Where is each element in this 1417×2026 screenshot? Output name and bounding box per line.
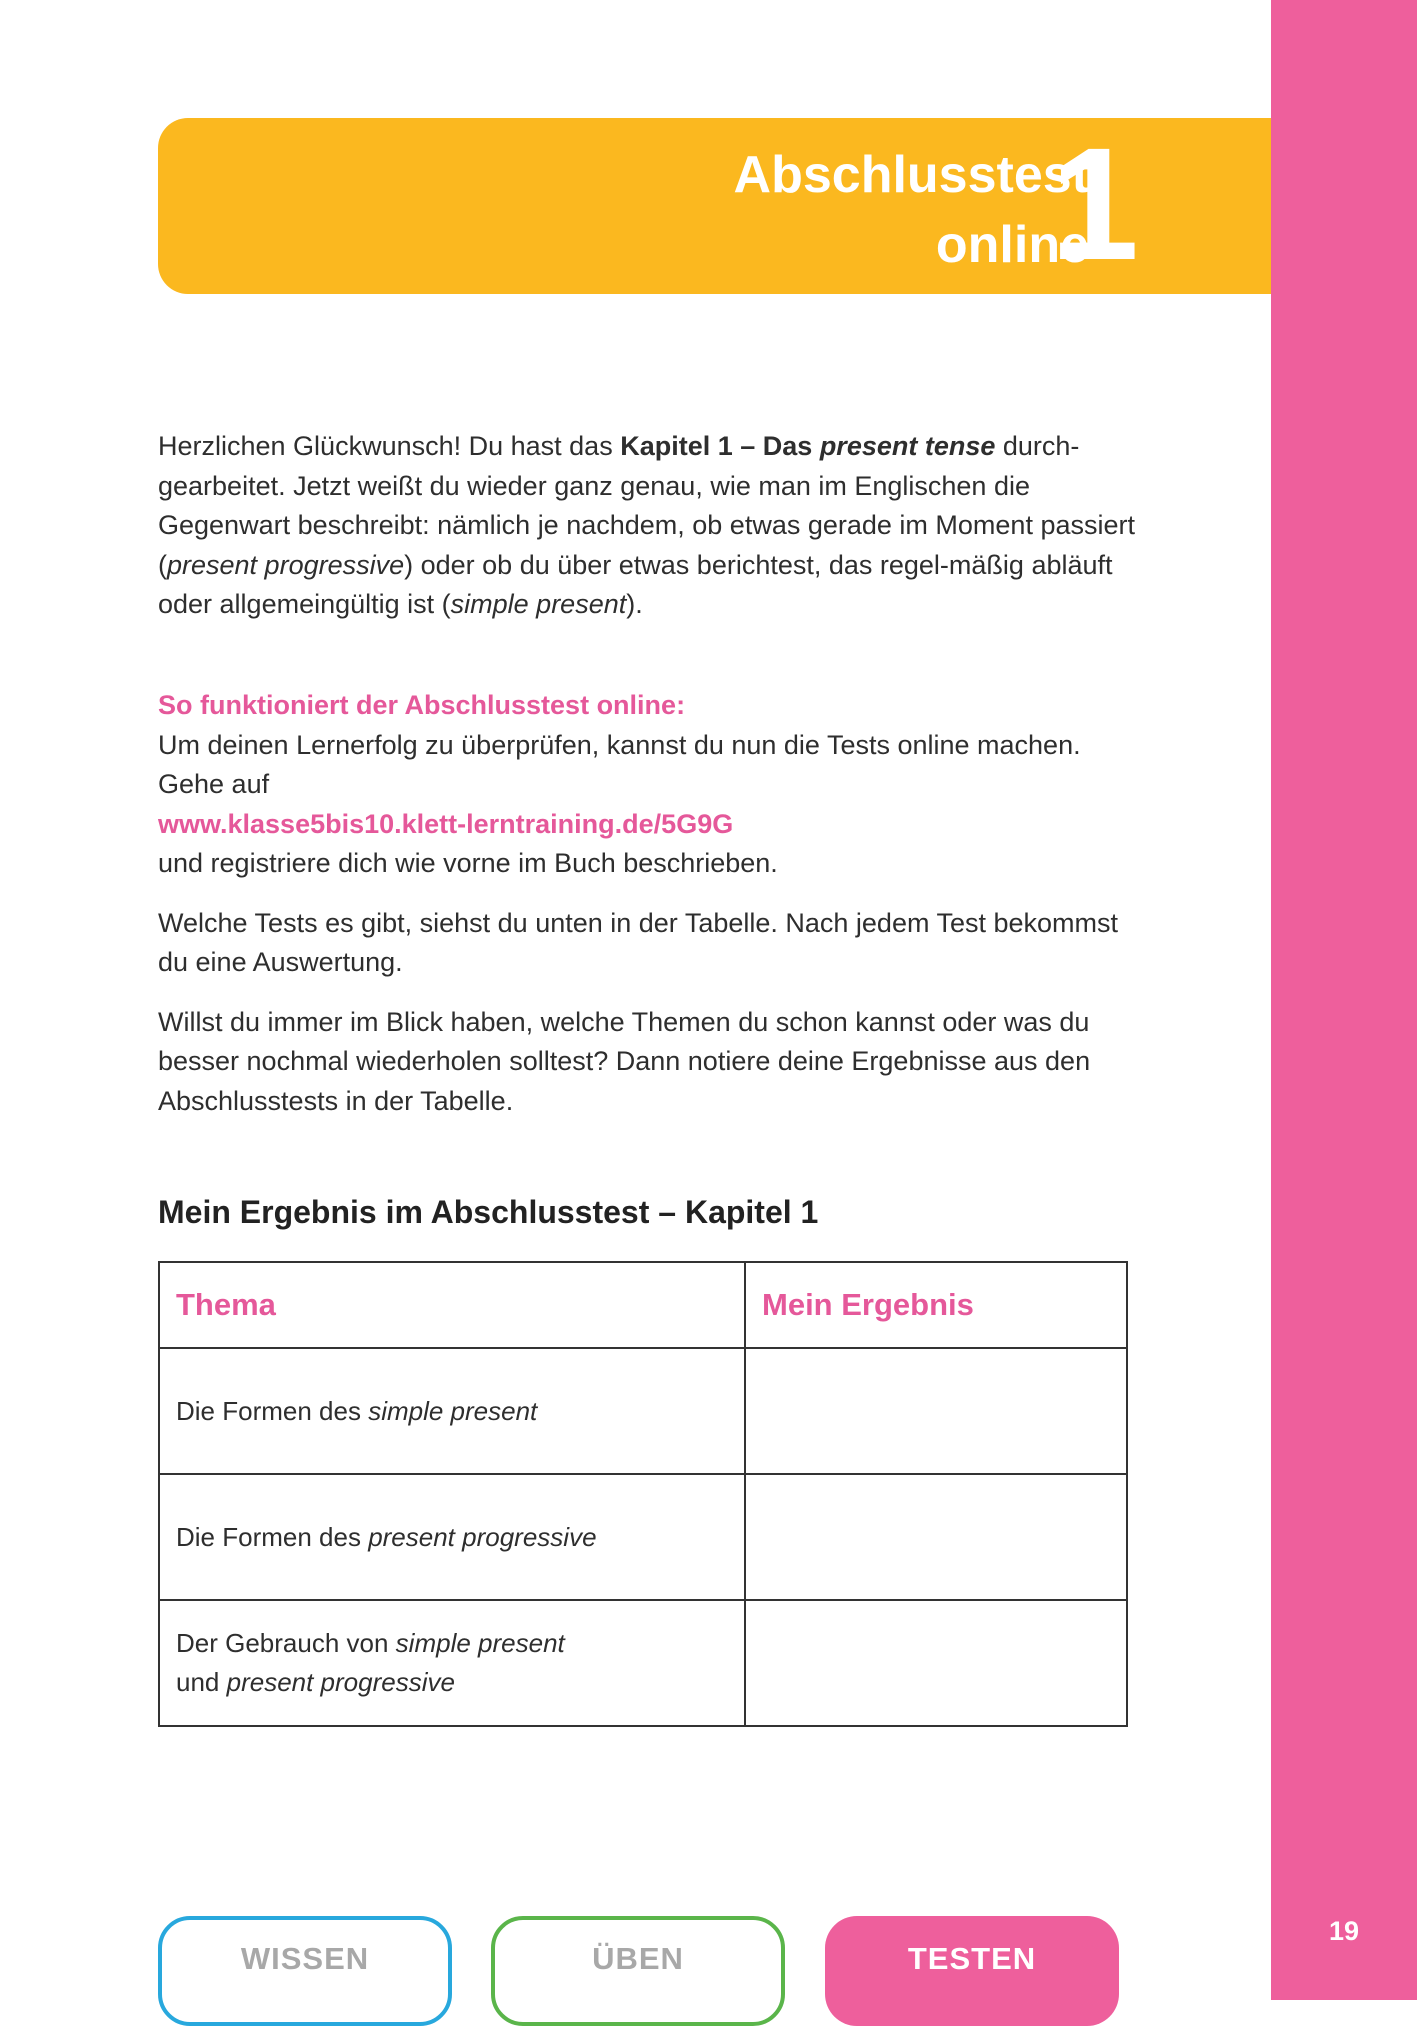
tab-testen[interactable]: TESTEN (825, 1916, 1119, 2026)
note-results-paragraph: Willst du immer im Blick haben, welche Themen du schon kannst oder was du besser nochmal wiederholen solltest? Dann notiere deine Ergebnisse aus den Abschlusstests in der Tabelle. (158, 1006, 1091, 1116)
page-number: 19 (1328, 1916, 1360, 1946)
result-cell[interactable] (745, 1348, 1127, 1474)
topic-cell (159, 1348, 745, 1474)
result-cell[interactable] (745, 1474, 1127, 1600)
how-it-works-line1: Um deinen Lernerfolg zu überprüfen, kannst du nun die Tests online machen. Gehe auf (158, 729, 1081, 799)
table-header-row (159, 1262, 1127, 1348)
intro-text-1: Herzlichen Glückwunsch! Du hast das (158, 431, 621, 461)
how-it-works-section (158, 686, 1138, 1121)
tab-ueben[interactable]: ÜBEN (491, 1916, 785, 2026)
intro-text-2: durch-gearbeitet. Jetzt weißt du wieder ganz genau, wie man im Englischen die Gegenwart beschreibt: nämlich je nachdem, ob etwas gerade im Moment passiert ( (158, 431, 1135, 580)
topic-term: simple present (368, 1395, 538, 1426)
intro-chapter-ref: Kapitel 1 – Das (620, 431, 820, 461)
intro-text-4: ). (626, 589, 643, 619)
table-row (159, 1348, 1127, 1474)
tab-wissen[interactable]: WISSEN (158, 1916, 452, 2026)
side-color-bar (1271, 0, 1417, 2000)
topic-prefix: Die Formen des (176, 1521, 369, 1552)
topic-term: present progressive (368, 1521, 597, 1552)
topic-prefix: Die Formen des (176, 1395, 369, 1426)
column-header-result: Mein Ergebnis (745, 1262, 1127, 1348)
topic-cell (159, 1474, 745, 1600)
chapter-number: 1 (1050, 114, 1139, 293)
registration-link[interactable]: www.klasse5bis10.klett-lerntraining.de/5G9G (158, 808, 734, 839)
table-row (159, 1474, 1127, 1600)
results-title: Mein Ergebnis im Abschlusstest – Kapitel 1 (158, 1194, 819, 1230)
column-header-topic: Thema (159, 1262, 745, 1348)
topic-term-2: present progressive (226, 1667, 455, 1697)
how-it-works-line2: und registriere dich wie vorne im Buch beschrieben. (158, 848, 778, 878)
results-table (158, 1261, 1128, 1727)
banner-title-line1: Abschlusstest (733, 146, 1089, 204)
banner-title-line2: online (935, 216, 1089, 274)
topic-term: simple present (395, 1628, 565, 1658)
banner-title (734, 140, 1089, 280)
topic-connector: und (176, 1667, 227, 1697)
intro-text-3: ) oder ob du über etwas berichtest, das regel-mäßig abläuft oder allgemeingültig ist ( (158, 549, 1113, 619)
intro-paragraph (158, 427, 1138, 625)
intro-term-2: simple present (450, 589, 627, 619)
topic-cell (159, 1600, 745, 1726)
intro-chapter-topic: present tense (819, 431, 996, 461)
table-row (159, 1600, 1127, 1726)
tests-info-paragraph: Welche Tests es gibt, siehst du unten in der Tabelle. Nach jedem Test bekommst du eine Auswertung. (158, 907, 1119, 977)
topic-prefix: Der Gebrauch von (176, 1628, 396, 1658)
intro-term-1: present progressive (167, 549, 405, 580)
result-cell[interactable] (745, 1600, 1127, 1726)
how-it-works-heading: So funktioniert der Abschlusstest online: (158, 690, 686, 720)
